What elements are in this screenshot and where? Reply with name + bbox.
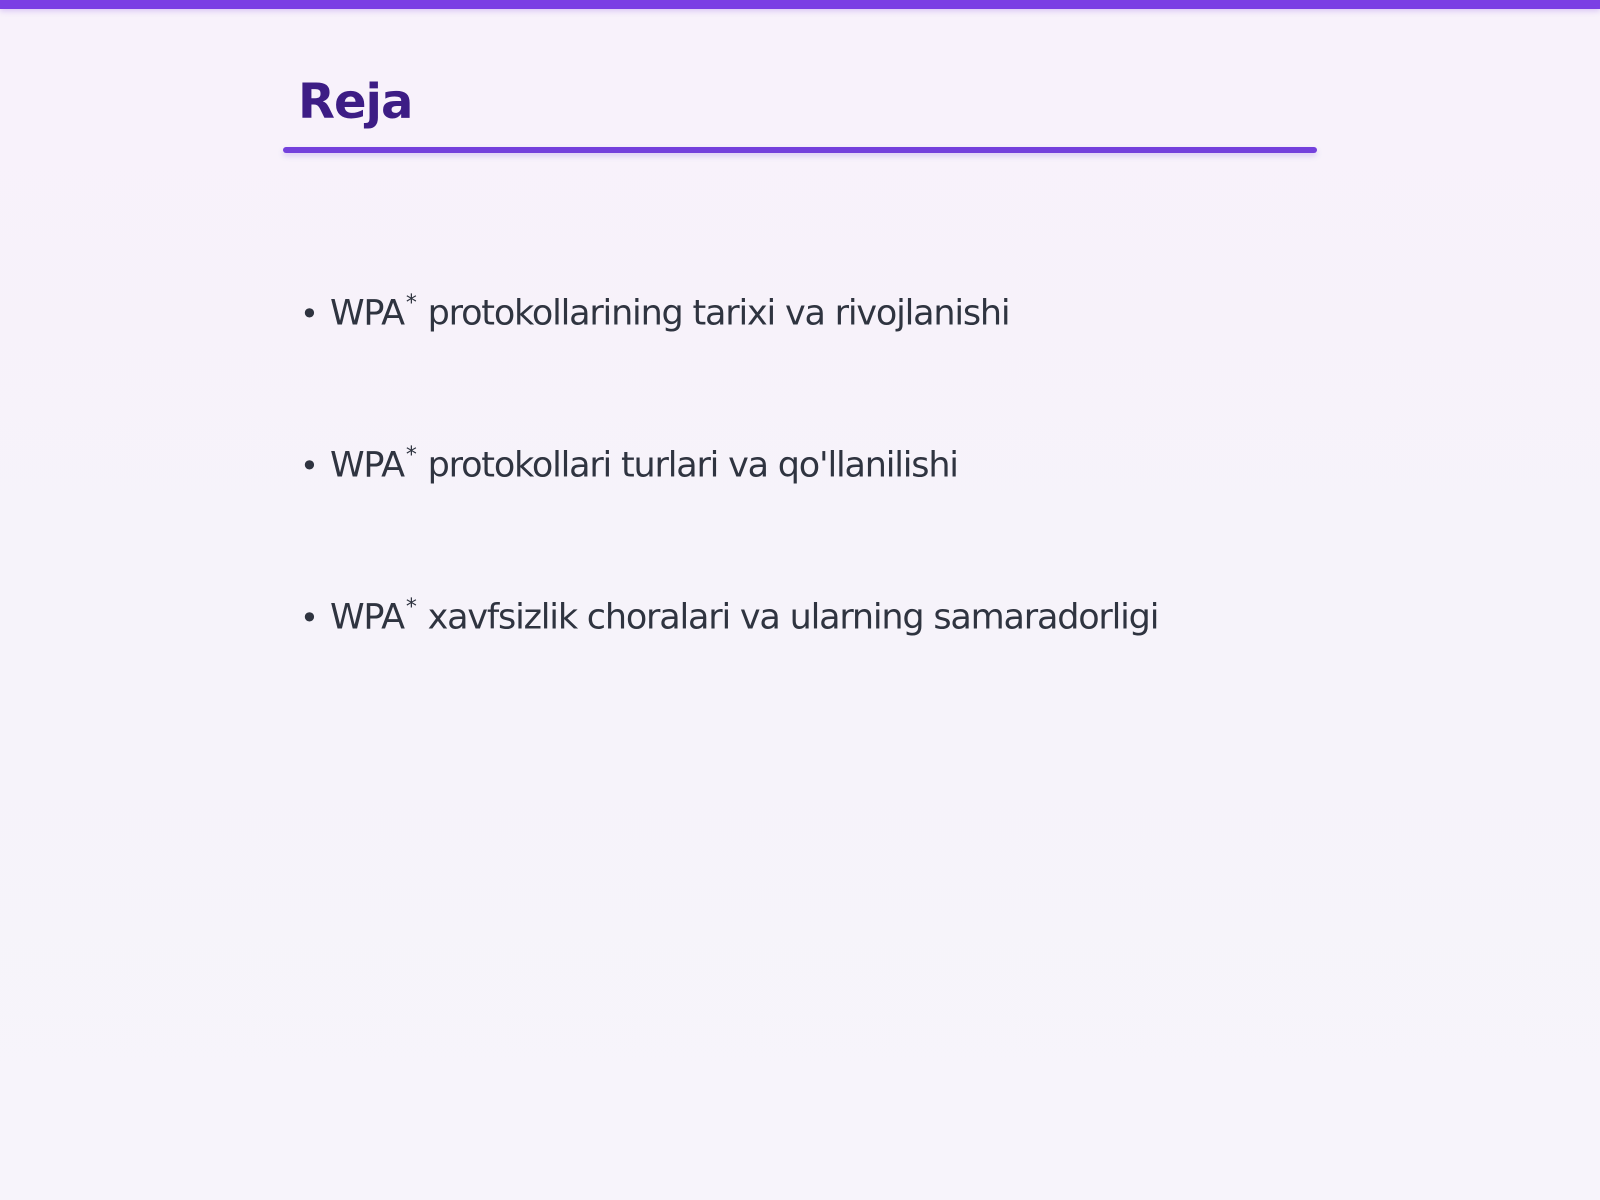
agenda-item-text: WPA* protokollari turlari va qo'llanilishi — [330, 443, 958, 486]
agenda-item-text: WPA* protokollarining tarixi va rivojlanishi — [330, 291, 1010, 334]
bullet-icon: • — [300, 446, 318, 485]
top-accent-bar — [0, 0, 1600, 9]
bullet-icon: • — [300, 598, 318, 637]
agenda-item — [300, 584, 1300, 736]
agenda-item-text: WPA* xavfsizlik choralari va ularning samaradorligi — [330, 595, 1159, 638]
slide-title: Reja — [298, 74, 413, 130]
agenda-item — [300, 280, 1300, 432]
agenda-item — [300, 432, 1300, 584]
bullet-icon: • — [300, 294, 318, 333]
agenda-list — [300, 280, 1300, 736]
title-underline — [283, 147, 1317, 153]
